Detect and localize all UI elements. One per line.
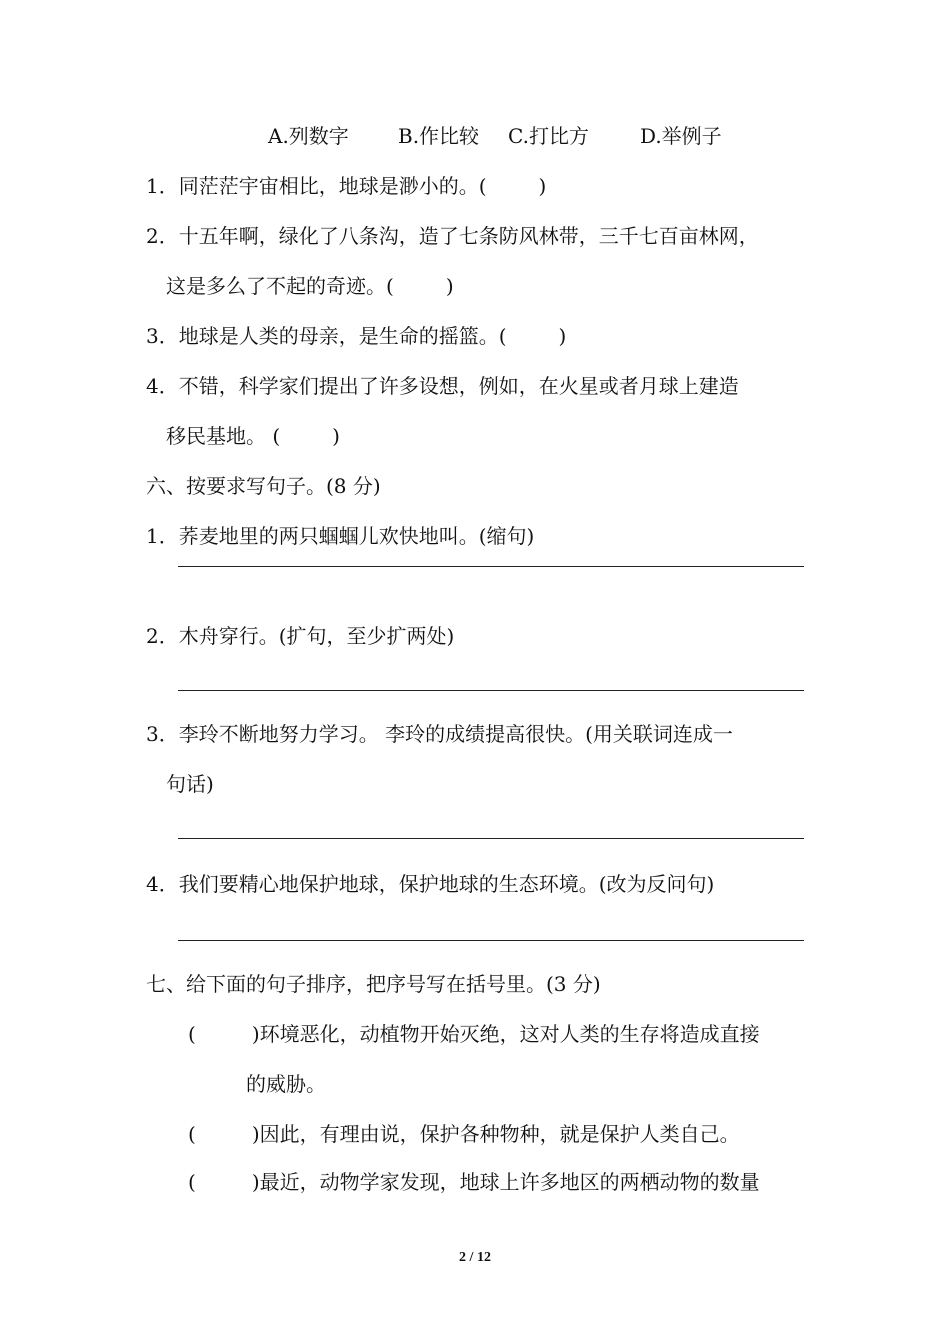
option-a: A.列数字 [268, 124, 349, 148]
close-paren: ) [251, 1022, 260, 1046]
close-paren: ) [251, 1122, 260, 1146]
question-item [146, 222, 759, 250]
item-text: 移民基地。 ( [166, 424, 281, 448]
open-paren: ( [188, 1022, 196, 1046]
item-number: 4． [146, 872, 179, 896]
question-item [146, 522, 534, 550]
section-heading [146, 970, 601, 998]
item-number: 3． [146, 722, 179, 746]
question-item-continuation [166, 272, 454, 300]
item-number: 3． [146, 324, 179, 348]
option-c: C.打比方 [508, 124, 589, 148]
open-paren: ( [188, 1122, 196, 1146]
close-paren: ) [538, 174, 547, 198]
item-number: 2． [146, 624, 179, 648]
item-text: 因此，有理由说，保护各种物种，就是保护人类自己。 [259, 1122, 740, 1146]
question-item [146, 322, 566, 350]
close-paren: ) [332, 424, 340, 448]
item-text: 十五年啊，绿化了八条沟，造了七条防风林带，三千七百亩林网， [178, 224, 759, 248]
section-score: (8 分) [326, 474, 381, 498]
open-paren: ( [188, 1170, 196, 1194]
item-number: 4． [146, 374, 179, 398]
question-item [146, 172, 546, 200]
question-item-continuation [166, 422, 340, 450]
question-item [146, 372, 739, 400]
option-b: B.作比较 [398, 124, 480, 148]
item-text: 木舟穿行。 [178, 624, 279, 648]
answer-line[interactable] [178, 690, 804, 691]
item-text: 同茫茫宇宙相比，地球是渺小的。( [178, 174, 487, 198]
order-item [188, 1120, 740, 1148]
item-text: 最近，动物学家发现，地球上许多地区的两栖动物的数量 [259, 1170, 760, 1194]
item-text: 我们要精心地保护地球，保护地球的生态环境。 [178, 872, 599, 896]
order-item-continuation [246, 1070, 326, 1098]
answer-options [268, 122, 722, 150]
item-hint: (改为反问句) [598, 872, 715, 896]
close-paren: ) [445, 274, 454, 298]
question-item [146, 720, 733, 748]
page-number [0, 1250, 950, 1266]
question-item [146, 622, 454, 650]
close-paren: ) [558, 324, 567, 348]
section-score: (3 分) [546, 972, 601, 996]
current-page: 2 [459, 1250, 467, 1265]
item-hint: 句话) [166, 772, 214, 796]
item-hint: (用关联词连成一 [585, 722, 733, 746]
item-text: 这是多么了不起的奇迹。( [166, 274, 394, 298]
item-text: 不错，科学家们提出了许多设想，例如，在火星或者月球上建造 [178, 374, 739, 398]
question-item [146, 870, 714, 898]
answer-line[interactable] [178, 940, 804, 941]
question-item-continuation [166, 770, 214, 798]
item-number: 1． [146, 524, 179, 548]
item-hint: (缩句) [478, 524, 535, 548]
section-title: 六、按要求写句子。 [146, 474, 326, 498]
item-text: 环境恶化，动植物开始灭绝，这对人类的生存将造成直接 [259, 1022, 760, 1046]
answer-line[interactable] [178, 838, 804, 839]
section-title: 七、给下面的句子排序，把序号写在括号里。 [146, 972, 546, 996]
section-heading [146, 472, 381, 500]
close-paren: ) [251, 1170, 260, 1194]
item-number: 2． [146, 224, 179, 248]
item-text: 李玲不断地努力学习。 李玲的成绩提高很快。 [178, 722, 586, 746]
item-text: 地球是人类的母亲，是生命的摇篮。( [178, 324, 507, 348]
item-number: 1． [146, 174, 179, 198]
total-pages: 12 [476, 1250, 491, 1265]
item-hint: (扩句，至少扩两处) [278, 624, 455, 648]
item-text: 的威胁。 [246, 1072, 326, 1096]
answer-line[interactable] [178, 566, 804, 567]
order-item [188, 1168, 760, 1196]
item-text: 荞麦地里的两只蝈蝈儿欢快地叫。 [178, 524, 479, 548]
option-d: D.举例子 [640, 124, 722, 148]
order-item [188, 1020, 760, 1048]
page-separator: / [469, 1250, 474, 1265]
